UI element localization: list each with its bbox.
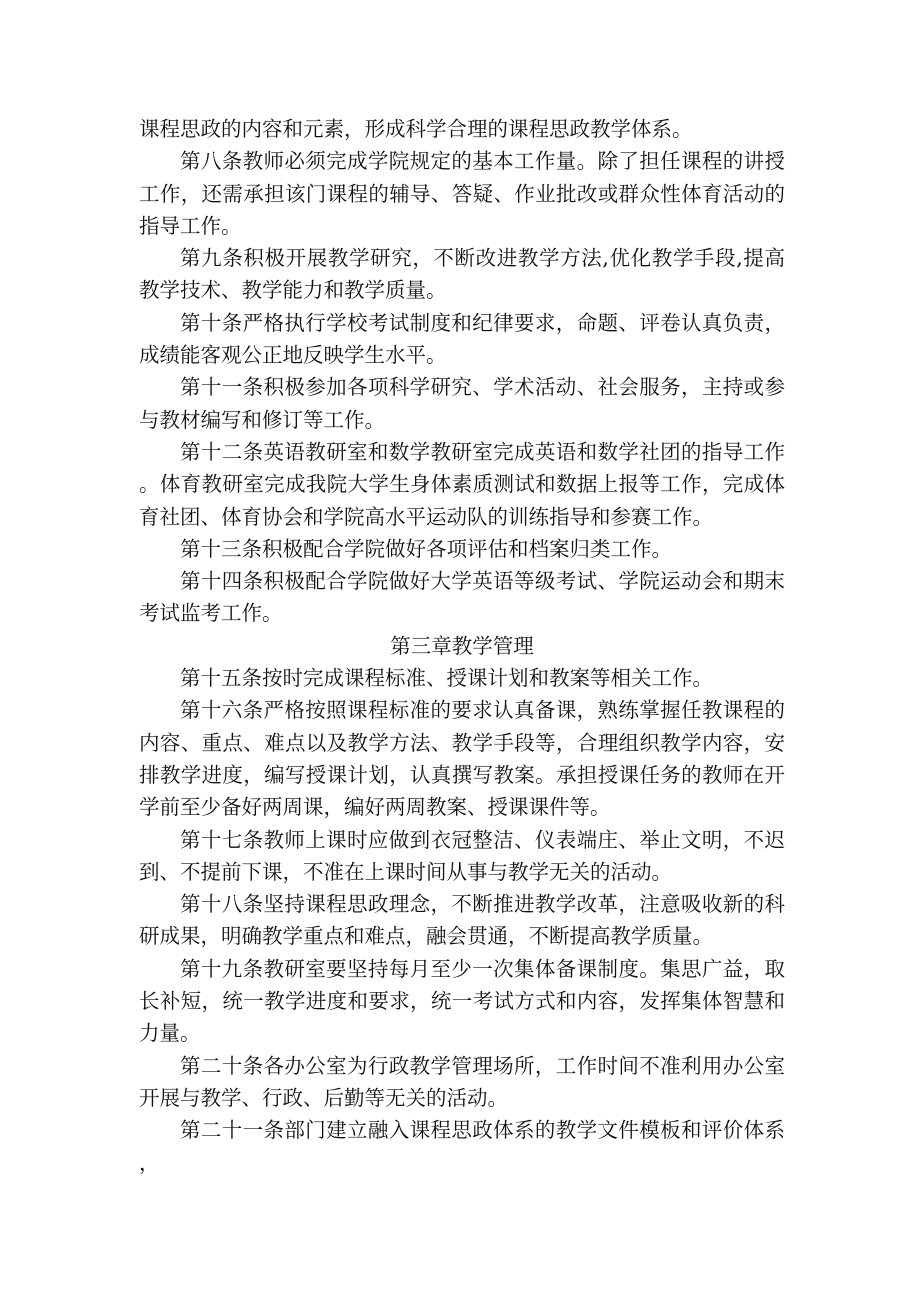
- article-17: 第十七条教师上课时应做到衣冠整洁、仪表端庄、举止文明，不迟到、不提前下课，不准在上课时间从事与教学无关的活动。: [139, 827, 785, 884]
- article-9: 第九条积极开展教学研究，不断改进教学方法,优化教学手段,提高教学技术、教学能力和教学质量。: [139, 246, 785, 303]
- article-19: 第十九条教研室要坚持每月至少一次集体备课制度。集思广益，取长补短，统一教学进度和要求，统一考试方式和内容，发挥集体智慧和力量。: [139, 956, 785, 1046]
- article-14: 第十四条积极配合学院做好大学英语等级考试、学院运动会和期末考试监考工作。: [139, 569, 785, 626]
- article-12: 第十二条英语教研室和数学教研室完成英语和数学社团的指导工作。体育教研室完成我院大学生身体素质测试和数据上报等工作，完成体育社团、体育协会和学院高水平运动队的训练指导和参赛工作。: [139, 439, 785, 529]
- article-20: 第二十条各办公室为行政教学管理场所，工作时间不准利用办公室开展与教学、行政、后勤等无关的活动。: [139, 1053, 785, 1110]
- article-16: 第十六条严格按照课程标准的要求认真备课，熟练掌握任教课程的内容、重点、难点以及教学方法、教学手段等，合理组织教学内容，安排教学进度，编写授课计划，认真撰写教案。承担授课任务的教师在开学前至少备好两周课，编好两周教案、授课课件等。: [139, 698, 785, 820]
- chapter-heading: 第三章教学管理: [390, 633, 534, 658]
- paragraph-continuation: 课程思政的内容和元素，形成科学合理的课程思政教学体系。: [139, 117, 693, 141]
- article-15: 第十五条按时完成课程标准、授课计划和教案等相关工作。: [180, 666, 713, 691]
- article-8: 第八条教师必须完成学院规定的基本工作量。除了担任课程的讲授工作，还需承担该门课程的辅导、答疑、作业批改或群众性体育活动的指导工作。: [139, 149, 785, 238]
- article-10: 第十条严格执行学校考试制度和纪律要求，命题、评卷认真负责，成绩能客观公正地反映学生水平。: [139, 310, 785, 368]
- article-13: 第十三条积极配合学院做好各项评估和档案归类工作。: [180, 536, 672, 561]
- article-11: 第十一条积极参加各项科学研究、学术活动、社会服务，主持或参与教材编写和修订等工作。: [139, 375, 785, 432]
- article-18: 第十八条坚持课程思政理念，不断推进教学改革，注意吸收新的科研成果，明确教学重点和难点，融会贯通，不断提高教学质量。: [139, 892, 785, 949]
- document-body: [139, 113, 785, 1179]
- article-21: 第二十一条部门建立融入课程思政体系的教学文件模板和评价体系，: [139, 1118, 785, 1175]
